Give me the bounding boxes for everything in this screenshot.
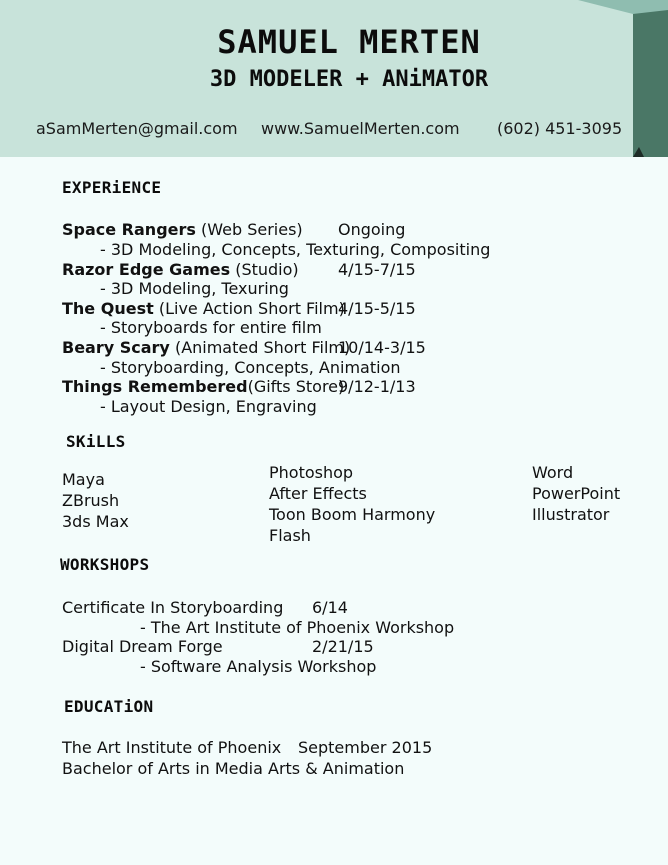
education-school: The Art Institute of Phoenix [62, 738, 282, 757]
experience-type: (Gifts Store) [247, 377, 345, 396]
experience-heading: EXPERiENCE [62, 178, 162, 197]
education-heading: EDUCATiON [64, 697, 154, 716]
skill-item: Toon Boom Harmony [269, 505, 436, 524]
experience-name: Beary Scary [62, 338, 170, 357]
skill-item: Flash [269, 526, 311, 545]
education-degree: Bachelor of Arts in Media Arts & Animation [62, 759, 405, 778]
experience-type: (Studio) [230, 260, 299, 279]
skill-item: Maya [62, 470, 105, 489]
experience-date: 4/15-5/15 [338, 299, 416, 318]
skill-item: Photoshop [269, 463, 354, 482]
skill-item: Illustrator [532, 505, 610, 524]
experience-detail: - Storyboards for entire film [100, 318, 322, 337]
experience-name: The Quest [62, 299, 154, 318]
experience-date: 4/15-7/15 [338, 260, 416, 279]
workshops-heading: WORKSHOPS [60, 555, 150, 574]
experience-date: 10/14-3/15 [338, 338, 426, 357]
job-title: 3D MODELER + ANiMATOR [209, 67, 489, 92]
skill-item: 3ds Max [62, 512, 129, 531]
workshop-date: 2/21/15 [312, 637, 374, 656]
experience-item [62, 338, 350, 358]
skill-item: After Effects [269, 484, 367, 503]
experience-date: Ongoing [338, 220, 406, 239]
experience-name: Razor Edge Games [62, 260, 231, 279]
workshop-date: 6/14 [312, 598, 348, 617]
contact-phone: (602) 451-3095 [497, 119, 623, 138]
experience-type: (Live Action Short Film) [153, 299, 345, 318]
experience-item [62, 260, 299, 280]
experience-detail: - Storyboarding, Concepts, Animation [100, 358, 401, 377]
experience-date: 9/12-1/13 [338, 377, 416, 396]
experience-item [62, 220, 303, 240]
candidate-name: SAMUEL MERTEN [217, 23, 481, 61]
workshop-name: Certificate In Storyboarding [62, 598, 284, 617]
workshop-detail: - Software Analysis Workshop [140, 657, 377, 676]
skill-item: Word [532, 463, 574, 482]
experience-item [62, 299, 345, 319]
workshop-name: Digital Dream Forge [62, 637, 223, 656]
experience-detail: - 3D Modeling, Concepts, Texturing, Compositing [100, 240, 491, 259]
workshop-detail: - The Art Institute of Phoenix Workshop [140, 618, 455, 637]
experience-item [62, 377, 344, 397]
experience-name: Things Remembered [62, 377, 248, 396]
skills-heading: SKiLLS [66, 432, 126, 451]
contact-website[interactable]: www.SamuelMerten.com [261, 119, 460, 138]
education-date: September 2015 [298, 738, 433, 757]
experience-detail: - Layout Design, Engraving [100, 397, 317, 416]
contact-email[interactable]: aSamMerten@gmail.com [36, 119, 238, 138]
experience-detail: - 3D Modeling, Texuring [100, 279, 289, 298]
experience-name: Space Rangers [62, 220, 196, 239]
header-banner [0, 0, 668, 157]
skill-item: ZBrush [62, 491, 120, 510]
experience-type: (Animated Short Film) [169, 338, 351, 357]
skill-item: PowerPoint [532, 484, 621, 503]
experience-type: (Web Series) [195, 220, 303, 239]
